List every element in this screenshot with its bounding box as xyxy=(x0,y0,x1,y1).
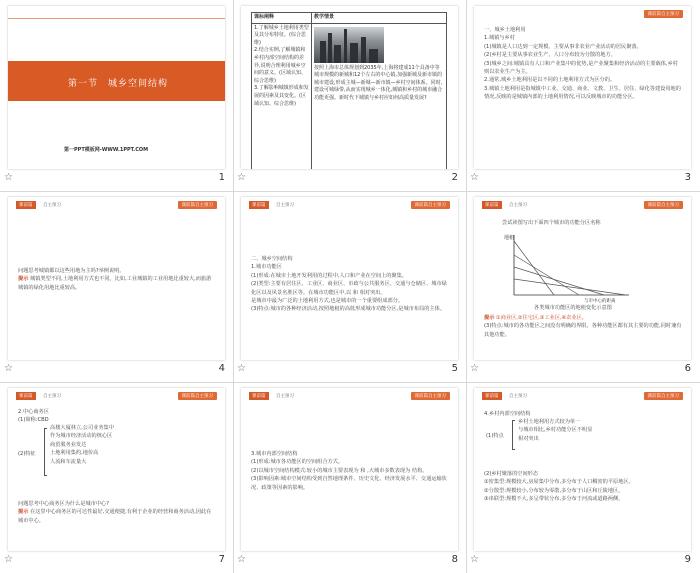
feature-list xyxy=(518,418,678,443)
section-tag: 自主预习 xyxy=(276,394,294,399)
question-text: 问题思考城镇都以这些用地为主吗?举例说明。 xyxy=(18,268,125,274)
text-line: ①密集型:规模较大,房屋集中分布,多分布于人口稠密的平原地区。 xyxy=(484,479,634,486)
slide-thumbnail-3[interactable] xyxy=(466,0,699,191)
section-badge: 课前篇自主预习 xyxy=(644,392,684,400)
slide-footer xyxy=(466,361,699,380)
slide-thumbnail-7[interactable] xyxy=(0,382,233,573)
objectives-table xyxy=(251,12,447,169)
section-tag: 自主预习 xyxy=(43,394,61,399)
slide-footer xyxy=(0,552,233,571)
text-line: 1.城市功能区 xyxy=(251,264,282,271)
slide-canvas xyxy=(8,6,225,169)
slide-number: 5 xyxy=(451,363,458,374)
text-line: 4.乡村内部空间结构 xyxy=(484,411,531,417)
slide-number: 9 xyxy=(684,554,691,565)
section-tag: 自主预习 xyxy=(509,394,527,399)
slide-number: 7 xyxy=(218,554,225,565)
section-badge: 课前篇自主预习 xyxy=(178,201,218,209)
star-icon[interactable]: ☆ xyxy=(4,172,13,183)
slide-footer xyxy=(233,170,466,189)
slide-canvas xyxy=(8,197,225,360)
rent-curve xyxy=(514,279,626,295)
text-line: (3)特点:城市的各功能区之间没有明确的界限。各种功能区都有其主要的功能,同时兼有其他功能。 xyxy=(484,323,682,338)
slide-body xyxy=(484,314,682,339)
slide-canvas xyxy=(474,197,691,360)
table-cell xyxy=(252,23,312,169)
feature-item: 商贸服务业发达 xyxy=(50,441,87,448)
text-line: (1)形成:在城市土地开发利用的过程中,人口和产业在空间上的聚集。 xyxy=(251,272,407,279)
objective-item: 3.了解影响城镇形成和发展的因素及其变化。(区域认知、综合思维) xyxy=(254,85,309,107)
table-header: 教学情景 xyxy=(312,13,447,24)
objective-item: 2.结合实例,了解城镇和乡村内部空间结构的差异,说明合理利用城乡空间的意义。(区域认知、综合思维) xyxy=(254,47,306,84)
features-label: (1)特点 xyxy=(486,433,504,439)
slide-footer xyxy=(466,170,699,189)
question-text: 问题思考中心商务区为什么是城市中心? xyxy=(18,501,109,507)
section-tag: 自主预习 xyxy=(276,203,294,208)
section-tag: 课前篇 xyxy=(249,392,269,400)
tip-label: 提示 xyxy=(18,509,29,516)
table-cell xyxy=(312,23,447,169)
section-tag: 课前篇 xyxy=(16,201,36,209)
site-credit: 第一PPT模板网-WWW.1PPT.COM xyxy=(64,147,149,153)
feature-item: 高楼大厦林立,公司业务集中 xyxy=(50,425,114,431)
star-icon[interactable]: ☆ xyxy=(4,554,13,565)
slide-body xyxy=(484,470,682,504)
slide-top-line xyxy=(8,18,225,19)
feature-list xyxy=(50,424,210,466)
text-line: (2)类型:主要有居住区、工业区、商业区、市政与公共服务区、交通与仓储区、城市绿化区以及风景名胜区等。在城市功能区中,以 和 相对突出。 xyxy=(251,281,447,296)
text-line: (3)特点:城市的各种经济活动,按照地租的高低形成城市功能分区,是城市布局的主体。 xyxy=(251,306,445,313)
text-line: 2.中心商务区 xyxy=(18,409,49,415)
text-line: (1)城镇是人口达到一定规模、主要从事非农业产业活动的居民聚落。 xyxy=(484,43,642,50)
rent-curve-diagram xyxy=(504,231,634,303)
slide-canvas xyxy=(474,6,691,169)
tip-text: 城镇类型不同,土地利用方式也不同。比如,工业城镇的工业用地比重较大,而旅游城镇的绿化用地比重较高。 xyxy=(18,276,212,291)
text-line: (3)影响因素:城市空间结构受到自然地理条件、历史文化、经济发展水平、交通运输状况、政策等因素的影响。 xyxy=(251,476,447,491)
text-line: 3.城市内部空间结构 xyxy=(251,451,298,457)
text-line: (2)乡村是主要从事农业生产、人口分布较为分散的地方。 xyxy=(484,52,616,59)
text-line: 是城市中最为广泛的土地利用方式,也是城市的一个重要组成部分。 xyxy=(251,298,404,305)
slide-canvas xyxy=(241,197,458,360)
slide-canvas xyxy=(474,388,691,551)
star-icon[interactable]: ☆ xyxy=(237,363,246,374)
slide-footer xyxy=(466,552,699,571)
section-badge: 课前篇自主预习 xyxy=(644,201,684,209)
feature-item: 相对突出 xyxy=(518,435,539,442)
slide-footer xyxy=(0,170,233,189)
section-badge: 课前篇自主预习 xyxy=(411,392,451,400)
section-badge: 课前篇自主预习 xyxy=(411,201,451,209)
brace xyxy=(44,428,47,476)
section-tag: 自主预习 xyxy=(43,203,61,208)
section-badge: 课前篇自主预习 xyxy=(644,10,684,18)
slide-body xyxy=(18,408,78,425)
slide-thumbnail-8[interactable] xyxy=(233,382,466,573)
slide-body xyxy=(18,500,216,525)
x-axis-label: 与市中心的距离 xyxy=(584,299,616,303)
slide-body xyxy=(251,255,449,314)
section-tag: 课前篇 xyxy=(482,392,502,400)
slide-thumbnail-2[interactable] xyxy=(233,0,466,191)
slide-title: 第一节 城乡空间结构 xyxy=(68,79,169,89)
text-line: ②分散型:规模较小,分布较为零散,多分布于山区和丘陵地区。 xyxy=(484,487,624,494)
scenario-text: 按照上海市总体规划到2035年,上海将建成11个具备中等城市规模的新城和12个左右的中心镇,加强新城及新市镇的城市建设,形成主城—新城—新市镇—乡村空间体系。同时,建设可城绿带,从而实现城乡一体化,城镇和乡村的城市融合功能更强。新时代下城镇与乡村应如何高质量发展? xyxy=(314,64,443,101)
section-tag: 课前篇 xyxy=(16,392,36,400)
objective-item: 1.了解城乡土地利用类型及其分布特征。(综合思维) xyxy=(254,24,309,46)
slide-canvas xyxy=(241,388,458,551)
feature-item: 土地利用集约,地价高 xyxy=(50,450,99,457)
section-badge: 课前篇自主预习 xyxy=(178,392,218,400)
slide-footer xyxy=(233,552,466,571)
slide-number: 8 xyxy=(451,554,458,565)
diagram-caption: 各类城市功能区的地租变化示意图 xyxy=(534,305,612,311)
slide-thumbnail-9[interactable] xyxy=(466,382,699,573)
y-axis-label: 地租 xyxy=(504,235,515,241)
section-tag: 课前篇 xyxy=(482,201,502,209)
slide-canvas xyxy=(8,388,225,551)
feature-item: 与城市相比,乡村功能分区不明显 xyxy=(518,427,593,434)
city-skyline-image xyxy=(314,27,384,63)
brace xyxy=(512,420,515,450)
slide-footer xyxy=(0,361,233,380)
slide-body xyxy=(18,267,216,292)
slide-thumbnail-6[interactable] xyxy=(466,191,699,382)
tip-text: ①商业区,②住宅区,③工业区,④农业区。 xyxy=(496,315,588,321)
feature-item: 作为城市经济活动的核心区 xyxy=(50,433,113,440)
text-line: (3)城乡之间:城镇具有人口和产业集中的优势,是产业聚集和经济活动的主要载体,乡村则以农业生产为主。 xyxy=(484,60,678,76)
tip-label: 提示 xyxy=(484,315,495,321)
features-label: (2)特征 xyxy=(18,451,36,457)
section-tag: 自主预习 xyxy=(509,203,527,208)
text-line: (2)乡村聚落的空间形态 xyxy=(484,471,539,477)
star-icon[interactable]: ☆ xyxy=(470,172,479,183)
slide-thumbnail-5[interactable] xyxy=(233,191,466,382)
feature-item: 人流和车流量大 xyxy=(50,458,87,465)
table-header: 课标阐释 xyxy=(252,13,312,24)
tip-label: 提示 xyxy=(18,276,29,283)
slide-thumbnail-1[interactable] xyxy=(0,0,233,191)
text-line: 3.城镇土地利用是指城镇中工业、交通、商业、文教、卫生、居住、绿化等建设用地的情况,反映的是城镇内部的土地利用情况,可以反映城市的功能分区。 xyxy=(484,85,681,101)
slide-number: 4 xyxy=(218,363,225,374)
section-tag: 课前篇 xyxy=(249,201,269,209)
slide-number: 3 xyxy=(684,172,691,183)
tip-text: 在这里中心商务区的可达性最好,交通便捷,有利于企业的经营和商务活动,因此在城市中心。 xyxy=(18,509,212,524)
text-line: ③串联型:规模不大,多呈带状分布,多分布于河流或道路两侧。 xyxy=(484,496,624,503)
slide-number: 2 xyxy=(451,172,458,183)
slide-number: 1 xyxy=(218,172,225,183)
star-icon[interactable]: ☆ xyxy=(470,554,479,565)
slide-number: 6 xyxy=(684,363,691,374)
rent-curve xyxy=(514,255,579,295)
slide-body xyxy=(251,450,449,492)
slide-thumbnail-4[interactable] xyxy=(0,191,233,382)
text-line: 一、城乡土地利用 xyxy=(484,27,526,33)
text-line: (1)简称:CBD xyxy=(18,417,49,424)
text-line: (1)形成:城市各功能区的空间组合方式。 xyxy=(251,459,344,466)
star-icon[interactable]: ☆ xyxy=(237,172,246,183)
feature-item: 乡村土地利用方式较为单一 xyxy=(518,419,581,425)
rent-curve xyxy=(514,241,554,295)
text-line: 1.城镇与乡村 xyxy=(484,35,515,42)
star-icon[interactable]: ☆ xyxy=(470,363,479,374)
slide-footer xyxy=(233,361,466,380)
text-line: 二、城乡空间结构 xyxy=(251,256,293,262)
slide-canvas xyxy=(241,6,458,169)
slide-body xyxy=(484,26,682,102)
text-line: (2)以城市空间结构模式:较小的城市主要表现为 和 ,大城市多数表现为 结构。 xyxy=(251,467,428,474)
star-icon[interactable]: ☆ xyxy=(4,363,13,374)
diagram-prompt: 尝试读图写出下面四个城市的功能分区名称 xyxy=(502,220,601,226)
star-icon[interactable]: ☆ xyxy=(237,554,246,565)
text-line: 2.通常,城乡土地利用是以不同的土地利用方式为区分的。 xyxy=(484,77,616,84)
